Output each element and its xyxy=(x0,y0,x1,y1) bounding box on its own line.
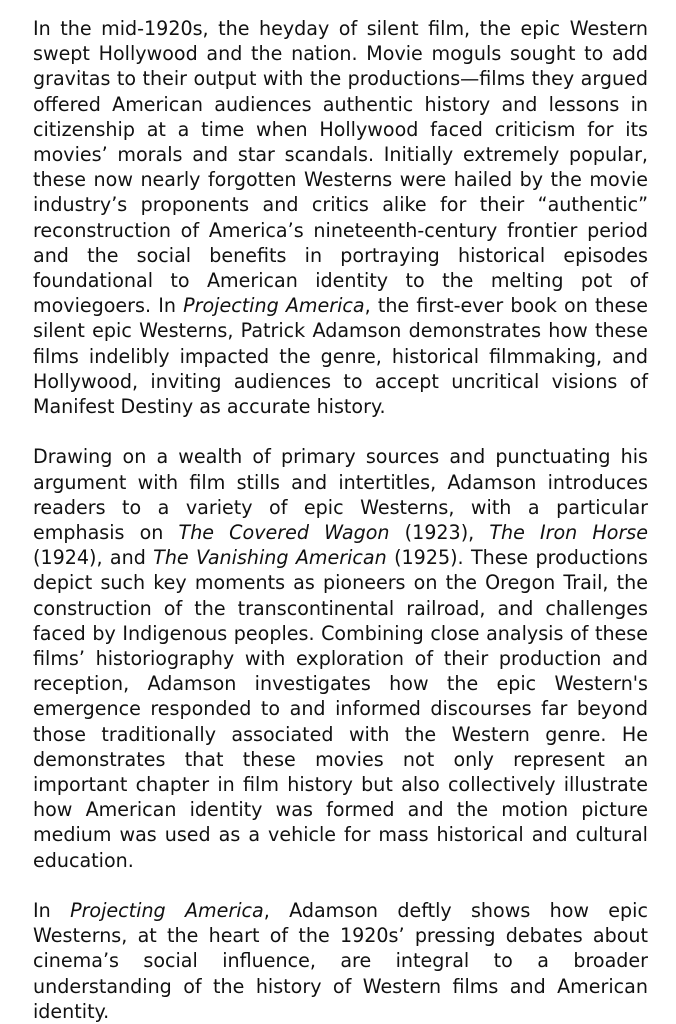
document-body xyxy=(33,16,648,1024)
paragraph-3-text-2: , Adamson deftly shows how epic Westerns, at the heart of the 1920s’ pressing debates about cinema’s social influence, are integral to a broader understanding of the history of Western films and American identity. xyxy=(33,899,648,1023)
film-title-covered-wagon: The Covered Wagon xyxy=(178,521,390,545)
book-title-projecting-america: Projecting America xyxy=(183,294,365,318)
paragraph-1-text-1: In the mid-1920s, the heyday of silent film, the epic Western swept Hollywood and the nation. Movie moguls sought to add gravitas to their output with the productions—films they argued offered American audiences authentic history and lessons in citizenship at a time when Hollywood faced criticism for its movies’ morals and star scandals. Initially extremely popular, these now nearly forgotten Westerns were hailed by the movie industry’s proponents and critics alike for their “authentic” reconstruction of America’s nineteenth-century frontier period and the social benefits in portraying historical episodes foundational to American identity to the melting pot of moviegoers. In xyxy=(33,17,648,318)
paragraph-2-text-2: (1923), xyxy=(389,521,490,545)
book-title-projecting-america-2: Projecting America xyxy=(70,899,264,923)
film-title-vanishing-american: The Vanishing American xyxy=(153,546,387,570)
paragraph-1 xyxy=(33,16,648,419)
paragraph-3 xyxy=(33,898,648,1024)
paragraph-2-text-3: (1924), and xyxy=(33,546,154,570)
paragraph-3-text-1: In xyxy=(33,899,71,923)
film-title-iron-horse: The Iron Horse xyxy=(489,521,648,545)
paragraph-1-text-2: , the first-ever book on these silent epic Westerns, Patrick Adamson demonstrates how these films indelibly impacted the genre, historical filmmaking, and Hollywood, inviting audiences to accept uncritical visions of Manifest Destiny as accurate history. xyxy=(33,294,648,419)
paragraph-2-text-4: (1925). These productions depict such key moments as pioneers on the Oregon Trail, the construction of the transcontinental railroad, and challenges faced by Indigenous peoples. Combining close analysis of these films’ historiography with exploration of their production and reception, Adamson investigates how the epic Western's emergence responded to and informed discourses far beyond those traditionally associated with the Western genre. He demonstrates that these movies not only represent an important chapter in film history but also collectively illustrate how American identity was formed and the motion picture medium was used as a vehicle for mass historical and cultural education. xyxy=(33,546,648,872)
paragraph-2-text-1: Drawing on a wealth of primary sources and punctuating his argument with film stills and intertitles, Adamson introduces readers to a variety of epic Westerns, with a particular emphasis on xyxy=(33,445,648,545)
paragraph-2 xyxy=(33,444,648,872)
